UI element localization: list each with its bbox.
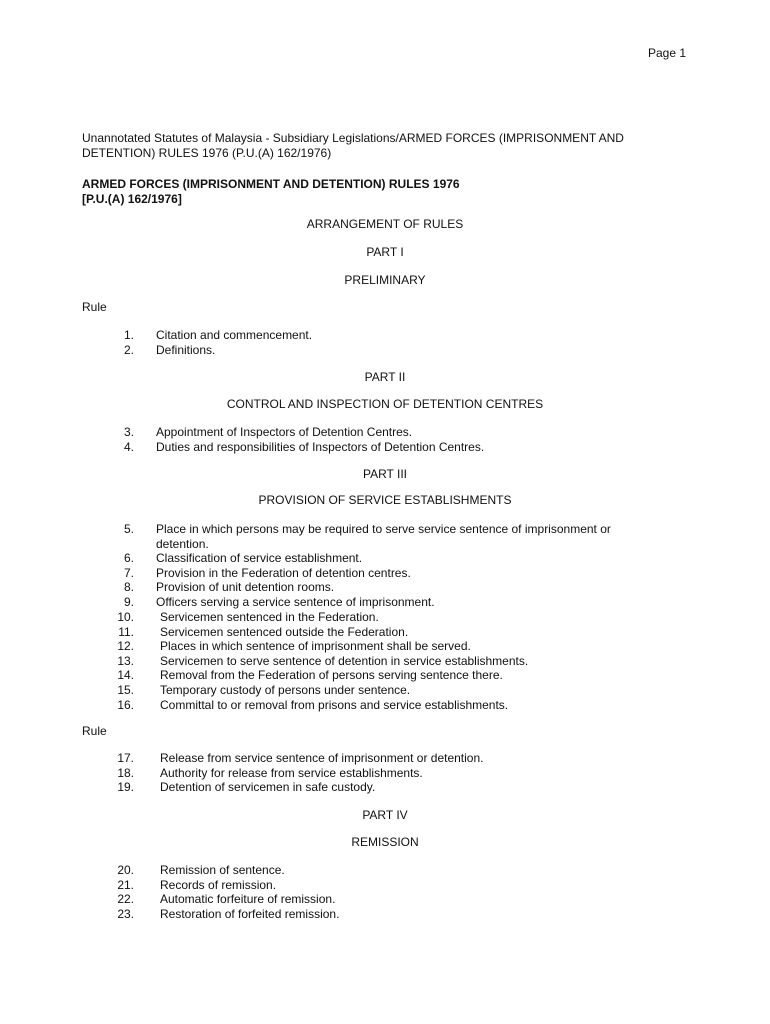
rule-number: 2. [123,342,134,357]
rule-title: Servicemen sentenced in the Federation. [160,610,379,624]
rule-number: 10. [117,610,134,624]
part-heading: REMISSION [351,835,419,849]
list-item [82,440,682,455]
rule-list [82,328,682,357]
rule-title: Provision of unit detention rooms. [156,580,335,595]
rule-number: 5. [123,522,134,536]
list-item [82,639,682,654]
list-item [82,343,682,358]
list-item [82,595,682,610]
list-item [82,654,682,669]
rule-title: Remission of sentence. [160,863,285,877]
list-item [82,551,682,566]
rule-number: 18. [117,765,134,780]
list-item [82,683,682,698]
list-item [82,878,682,893]
rule-title: Restoration of forfeited remission. [160,906,340,921]
part-label: PART I [366,245,404,259]
list-item [82,863,682,878]
rule-number: 20. [117,863,134,877]
rule-title: Temporary custody of persons under sentence. [160,682,411,697]
source-citation [82,131,682,160]
list-item [82,610,682,625]
rule-title: Release from service sentence of imprisonment or detention. [160,751,484,765]
rule-title: Citation and commencement. [156,328,313,342]
rule-title: Classification of service establishment. [156,551,363,566]
rule-list [82,610,682,712]
rule-list [82,863,682,921]
rule-number: 7. [123,565,134,580]
part-label: PART II [364,370,406,384]
rule-title: Provision in the Federation of detention centres. [156,565,411,580]
document-reference: [P.U.(A) 162/1976] [82,191,182,206]
rule-number: 17. [117,751,134,765]
rule-number: 8. [123,580,134,595]
rule-number: 11. [118,624,134,639]
rule-number: 21. [117,877,134,892]
rule-list [82,751,682,795]
list-item [82,751,682,766]
source-citation-line: DETENTION) RULES 1976 (P.U.(A) 162/1976) [82,145,332,160]
list-item [82,766,682,781]
document-title [82,177,682,206]
rule-number: 14. [117,668,134,683]
rule-column-label: Rule [82,300,107,314]
rule-title-line: detention. [156,536,209,551]
page-number: Page 1 [648,46,687,60]
list-item [82,780,682,795]
rule-title: Automatic forfeiture of remission. [160,892,336,907]
rule-title [156,522,656,551]
rule-title: Servicemen sentenced outside the Federation. [160,624,409,639]
rule-number: 23. [117,906,134,921]
rule-number: 12. [117,639,134,654]
list-item [82,566,682,581]
source-citation-line: Unannotated Statutes of Malaysia - Subsidiary Legislations/ARMED FORCES (IMPRISONMENT AND [82,131,624,145]
rule-title: Officers serving a service sentence of imprisonment. [156,594,435,609]
rule-title: Removal from the Federation of persons serving sentence there. [160,668,503,683]
list-item [82,425,682,440]
rule-title: Definitions. [156,342,216,357]
list-item [82,625,682,640]
document-title-line: ARMED FORCES (IMPRISONMENT AND DETENTION) RULES 1976 [82,177,460,191]
part-heading: CONTROL AND INSPECTION OF DETENTION CENTRES [226,397,544,411]
rule-number: 16. [117,697,134,712]
rule-number: 1. [123,328,134,342]
rule-number: 15. [117,682,134,697]
rule-list [82,522,682,610]
rule-title-line: Place in which persons may be required to serve service sentence of imprisonment or [156,522,611,536]
rule-title: Duties and responsibilities of Inspectors of Detention Centres. [156,439,485,454]
rule-number: 9. [123,594,134,609]
rule-title: Servicemen to serve sentence of detention in service establishments. [160,653,529,668]
rule-number: 13. [117,653,134,668]
rule-list [82,425,682,454]
list-item [82,580,682,595]
list-item [82,668,682,683]
rule-number: 4. [123,439,134,454]
rule-title: Committal to or removal from prisons and service establishments. [160,697,509,712]
part-heading: PRELIMINARY [344,273,426,287]
part-label: PART IV [362,808,408,822]
list-item [82,907,682,922]
rule-title: Detention of servicemen in safe custody. [160,780,376,795]
rule-number: 19. [117,780,134,795]
part-label: PART III [362,467,407,481]
list-item [82,892,682,907]
rule-title: Records of remission. [160,877,277,892]
part-heading: PROVISION OF SERVICE ESTABLISHMENTS [258,493,512,507]
rule-title: Authority for release from service establishments. [160,765,423,780]
arrangement-heading: ARRANGEMENT OF RULES [306,217,464,231]
list-item [82,698,682,713]
rule-title: Appointment of Inspectors of Detention Centres. [156,425,413,439]
list-item [82,522,682,551]
rule-title: Places in which sentence of imprisonment shall be served. [160,639,471,654]
rule-column-label: Rule [82,724,107,738]
rule-number: 6. [123,551,134,566]
rule-number: 22. [117,892,134,907]
rule-number: 3. [123,425,134,439]
list-item [82,328,682,343]
